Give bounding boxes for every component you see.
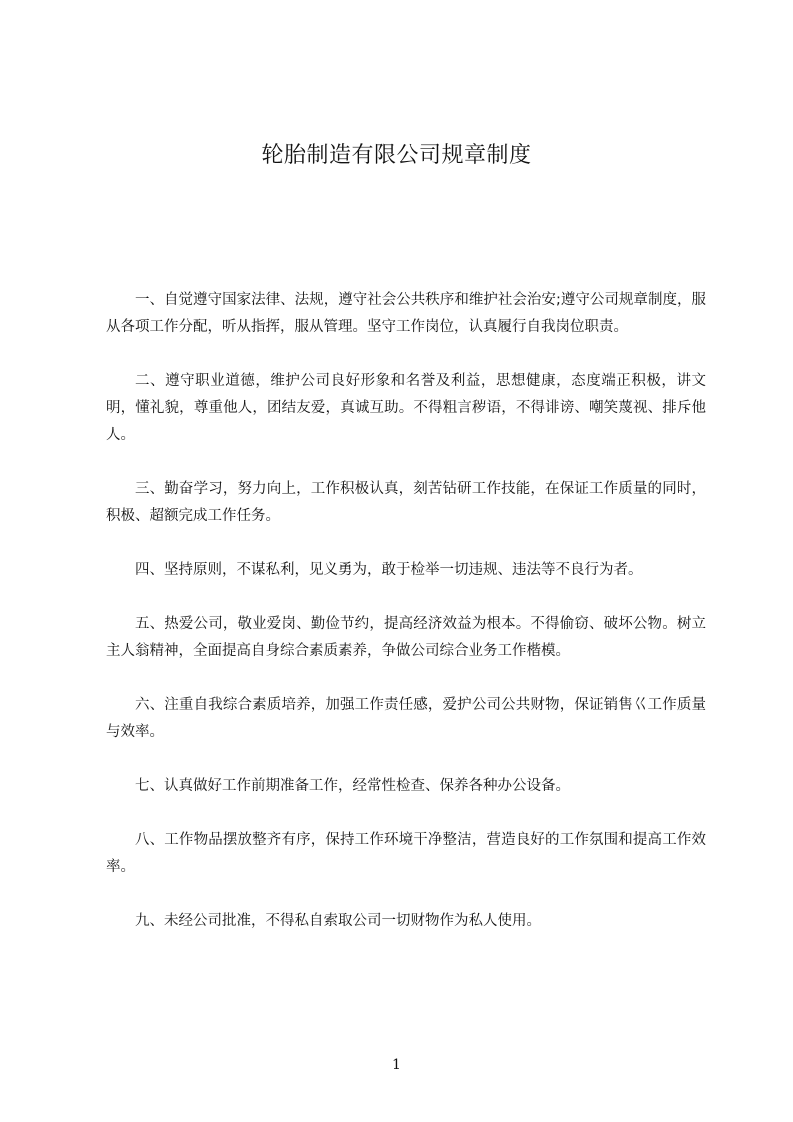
clause-8: 八、工作物品摆放整齐有序，保持工作环境干净整洁，营造良好的工作氛围和提高工作效率。 — [106, 832, 706, 875]
clause-9: 九、未经公司批准，不得私自索取公司一切财物作为私人使用。 — [135, 913, 541, 929]
page-number: 1 — [392, 1057, 401, 1073]
clause-3: 三、勤奋学习，努力向上，工作积极认真，刻苦钻研工作技能，在保证工作质量的同时，积极、超额完成工作任务。 — [106, 481, 706, 524]
clause-6: 六、注重自我综合素质培养，加强工作责任感，爱护公司公共财物，保证销售巜工作质量与效率。 — [106, 697, 706, 740]
clause-4: 四、坚持原则，不谋私利，见义勇为，敢于检举一切违规、违法等不良行为者。 — [135, 562, 643, 578]
clause-list — [106, 287, 706, 962]
document-title: 轮胎制造有限公司规章制度 — [261, 143, 532, 168]
clause-1: 一、自觉遵守国家法律、法规，遵守社会公共秩序和维护社会治安;遵守公司规章制度，服从各项工作分配，听从指挥，服从管理。坚守工作岗位，认真履行自我岗位职责。 — [106, 292, 706, 335]
clause-5: 五、热爱公司，敬业爱岗、勤俭节约，提高经济效益为根本。不得偷窃、破坏公物。树立主人翁精神，全面提高自身综合素质素养，争做公司综合业务工作楷模。 — [106, 616, 706, 659]
clause-7: 七、认真做好工作前期准备工作，经常性检查、保养各种办公设备。 — [135, 778, 570, 794]
clause-2: 二、遵守职业道德，维护公司良好形象和名誉及利益，思想健康，态度端正积极，讲文明，懂礼貌，尊重他人，团结友爱，真诚互助。不得粗言秽语，不得诽谤、嘲笑蔑视、排斥他人。 — [106, 373, 706, 443]
